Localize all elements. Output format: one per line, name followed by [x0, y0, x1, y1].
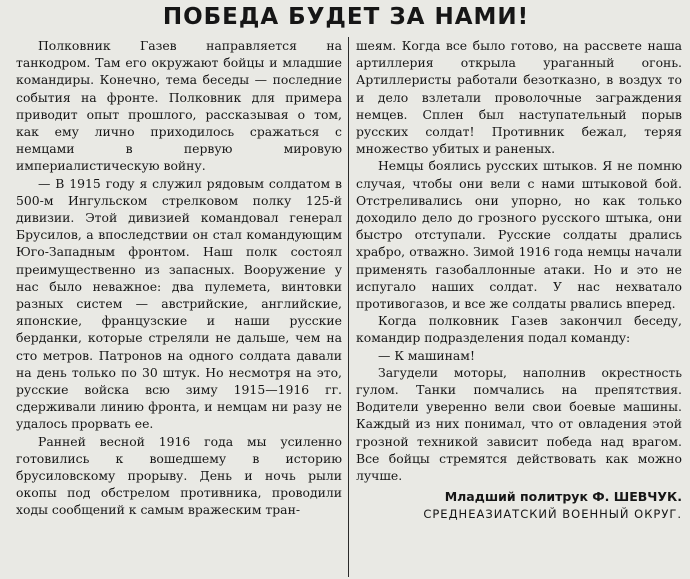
column-divider: [348, 37, 349, 577]
paragraph: Немцы боялись русских штыков. Я не помню случая, чтобы они вели с нами штыковой бой. Отстреливались они упорно, но как только доходило дело до грозного русского штыка, они быстро отступали. Русские солдаты дрались храбро, отважно. Зимой 1916 года немцы начали применять газобаллонные атаки. Но и это не испугало наших солдат. У нас нехватало противогазов, и все же солдаты рвались вперед.: [356, 158, 682, 312]
paragraph: — К машинам!: [378, 347, 475, 363]
military-district: СРЕДНЕАЗИАТСКИЙ ВОЕННЫЙ ОКРУГ.: [423, 507, 682, 522]
left-column: [10, 37, 342, 519]
paragraph: Полковник Газев направляется на танкодром. Там его окружают бойцы и младшие командиры. Конечно, тема беседы — последние события на фронте. Полковник для примера приводит опыт прошлого, рассказывая о том, как ему лично приходилось сражаться с немцами в первую мировую империалистическую войну.: [16, 38, 342, 174]
paragraph: Когда полковник Газев закончил беседу, командир подразделения подал команду:: [356, 313, 682, 346]
paragraph: — В 1915 году я служил рядовым солдатом в 500-м Ингульском стрелковом полку 125-й дивизии. Этой дивизией командовал генерал Брусилов, а впоследствии он стал командующим Юго-Западным фронтом. Наш полк состоял преимущественно из запасных. Вооружение у нас было неважное: два пулемета, винтовки разных систем — австрийские, английские, японские, французские и наши русские берданки, которые стреляли не дальше, чем на сто метров. Патронов на одного солдата давали на день только по 30 штук. Но несмотря на это, русские войска всю зиму 1915—1916 гг. сдерживали линию фронта, и немцам ни разу не удалось прорвать ее.: [16, 175, 342, 432]
author-signature: Младший политрук Ф. ШЕВЧУК.: [444, 489, 682, 505]
article-headline: ПОБЕДА БУДЕТ ЗА НАМИ!: [162, 4, 530, 30]
article-columns: [10, 37, 682, 577]
paragraph: Ранней весной 1916 года мы усиленно готовились к вошедшему в историю брусиловскому прорыву. День и ночь рыли окопы под обстрелом противника, проводили ходы сообщений к самым вражеским тран-: [16, 433, 342, 518]
paragraph: Загудели моторы, наполнив окрестность гулом. Танки помчались на препятствия. Водители уверенно вели свои боевые машины. Каждый из них понимал, что от овладения этой грозной техникой зависит победа над врагом. Все бойцы стремятся действовать как можно лучше.: [356, 364, 682, 484]
right-column: [356, 37, 682, 522]
paragraph: шеям. Когда все было готово, на рассвете наша артиллерия открыла ураганный огонь. Артиллеристы работали безотказно, в воздух то и дело взлетали проволочные заграждения немцев. Сплен был наступательный порыв русских солдат! Противник бежал, теряя множество убитых и раненых.: [356, 38, 682, 157]
